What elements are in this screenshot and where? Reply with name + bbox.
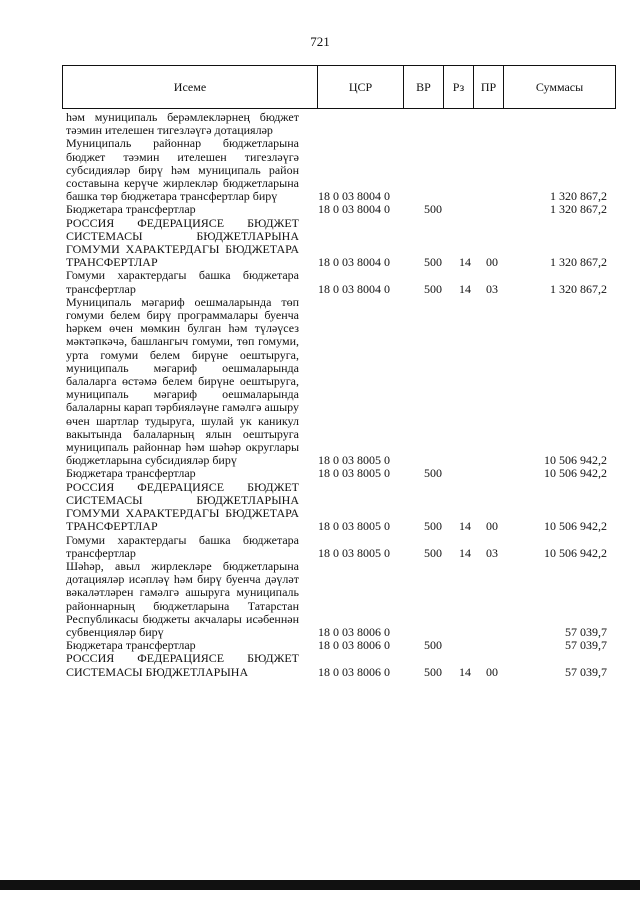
row-name: РОССИЯ ФЕДЕРАЦИЯСЕ БЮДЖЕТ СИСТЕМАСЫ БЮДЖЕТЛАРЫНА ГОМУМИ ХАРАКТЕРДАГЫ БЮДЖЕТАРА ТРАНСФЕРТЛАР — [66, 479, 299, 534]
row-rz: 14 — [459, 545, 471, 560]
header-name: Исеме — [63, 66, 318, 108]
table-row — [0, 111, 640, 137]
row-vr: 500 — [424, 664, 442, 679]
row-name: РОССИЯ ФЕДЕРАЦИЯСЕ БЮДЖЕТ СИСТЕМАСЫ БЮДЖЕТЛАРЫНА ГОМУМИ ХАРАКТЕРДАГЫ БЮДЖЕТАРА ТРАНСФЕРТЛАР — [66, 215, 299, 270]
row-vr: 500 — [424, 255, 442, 270]
row-rz: 14 — [459, 664, 471, 679]
table-row — [0, 560, 640, 639]
row-csr: 18 0 03 8005 0 — [318, 466, 390, 481]
table-row — [0, 481, 640, 534]
row-sum: 1 320 867,2 — [550, 202, 607, 217]
row-pr: 00 — [486, 519, 498, 534]
row-name: Муниципаль районнар бюджетларына бюджет тәэмин ителешен тигезләүгә субсидияләр бирү һәм муниципаль район составына керүче жирлекләр бюджетларына башка төр бюджетара трансфертлар бирү — [66, 136, 299, 204]
row-name: РОССИЯ ФЕДЕРАЦИЯСЕ БЮДЖЕТ СИСТЕМАСЫ БЮДЖЕТЛАРЫНА — [66, 651, 299, 679]
row-pr: 00 — [486, 255, 498, 270]
row-sum: 10 506 942,2 — [544, 545, 607, 560]
row-csr: 18 0 03 8004 0 — [318, 202, 390, 217]
row-csr: 18 0 03 8004 0 — [318, 255, 390, 270]
header-csr: ЦСР — [318, 66, 404, 108]
table-row — [0, 467, 640, 480]
row-sum: 10 506 942,2 — [544, 466, 607, 481]
row-name: Бюджетара трансфертлар — [66, 638, 196, 653]
table-row — [0, 296, 640, 468]
row-rz: 14 — [459, 281, 471, 296]
header-rz: Рз — [444, 66, 474, 108]
row-csr: 18 0 03 8004 0 — [318, 189, 390, 204]
row-pr: 00 — [486, 664, 498, 679]
row-name: Шәһәр, авыл жирлекләре бюджетларына дотацияләр исәпләү һәм бирү буенча дәүләт вәкаләтләрен гамәлгә ашыруга муниципаль районнарның бюджетларына Татарстан Республикасы бюджеты акчалары исәбеннән субвенцияләр бирү — [66, 558, 299, 639]
row-sum: 10 506 942,2 — [544, 453, 607, 468]
row-pr: 03 — [486, 545, 498, 560]
row-rz: 14 — [459, 519, 471, 534]
row-sum: 57 039,7 — [565, 624, 607, 639]
row-sum: 10 506 942,2 — [544, 519, 607, 534]
table-row — [0, 652, 640, 678]
row-vr: 500 — [424, 519, 442, 534]
row-name: Бюджетара трансфертлар — [66, 466, 196, 481]
table-body — [0, 111, 640, 679]
table-row — [0, 534, 640, 560]
table-row — [0, 137, 640, 203]
row-vr: 500 — [424, 638, 442, 653]
row-csr: 18 0 03 8006 0 — [318, 664, 390, 679]
scan-bottom-border — [0, 880, 640, 890]
header-sum: Суммасы — [535, 79, 584, 94]
row-sum: 1 320 867,2 — [550, 255, 607, 270]
row-vr: 500 — [424, 545, 442, 560]
row-vr: 500 — [424, 202, 442, 217]
row-vr: 500 — [424, 281, 442, 296]
row-csr: 18 0 03 8006 0 — [318, 624, 390, 639]
row-csr: 18 0 03 8005 0 — [318, 453, 390, 468]
header-pr: ПР — [474, 66, 504, 108]
table-row — [0, 269, 640, 295]
row-name: Бюджетара трансфертлар — [66, 202, 196, 217]
header-vr: ВР — [404, 66, 444, 108]
row-sum: 1 320 867,2 — [550, 281, 607, 296]
row-pr: 03 — [486, 281, 498, 296]
table-header — [62, 65, 616, 109]
row-csr: 18 0 03 8005 0 — [318, 519, 390, 534]
row-rz: 14 — [459, 255, 471, 270]
table-row — [0, 203, 640, 216]
row-csr: 18 0 03 8004 0 — [318, 281, 390, 296]
row-sum: 57 039,7 — [565, 664, 607, 679]
row-sum: 1 320 867,2 — [550, 189, 607, 204]
row-csr: 18 0 03 8006 0 — [318, 638, 390, 653]
row-csr: 18 0 03 8005 0 — [318, 545, 390, 560]
row-name: һәм муниципаль берәмлекләрнең бюджет тәэмин ителешен тигезләүгә дотацияләр — [66, 110, 299, 138]
row-name: Гомуми характердагы башка бюджетара трансфертлар — [66, 268, 299, 296]
row-vr: 500 — [424, 466, 442, 481]
row-sum: 57 039,7 — [565, 638, 607, 653]
row-name: Муниципаль мәгариф оешмаларында төп гомуми белем бирү программалары буенча һәркем өчен мөмкин булган һәм түләүсез мәктәпкәчә, башлангыч гомуми, төп гомуми, урта гомуми белем бирүне оештыруга, муниципаль мәгариф оешмаларында балаларга өстәмә белем бирүне оештыруга, муниципаль мәгариф оешмаларында балаларны карап тәрбияләүне гамәлгә ашыру өчен шартлар тудыруга, шулай ук каникул вакытында балаларның ялын оештыруга муниципаль районнар һәм шәһәр округлары бюджетларына субсидияләр бирү — [66, 294, 299, 468]
table-row — [0, 217, 640, 270]
page-number: 721 — [310, 34, 330, 49]
row-name: Гомуми характердагы башка бюджетара трансфертлар — [66, 532, 299, 560]
